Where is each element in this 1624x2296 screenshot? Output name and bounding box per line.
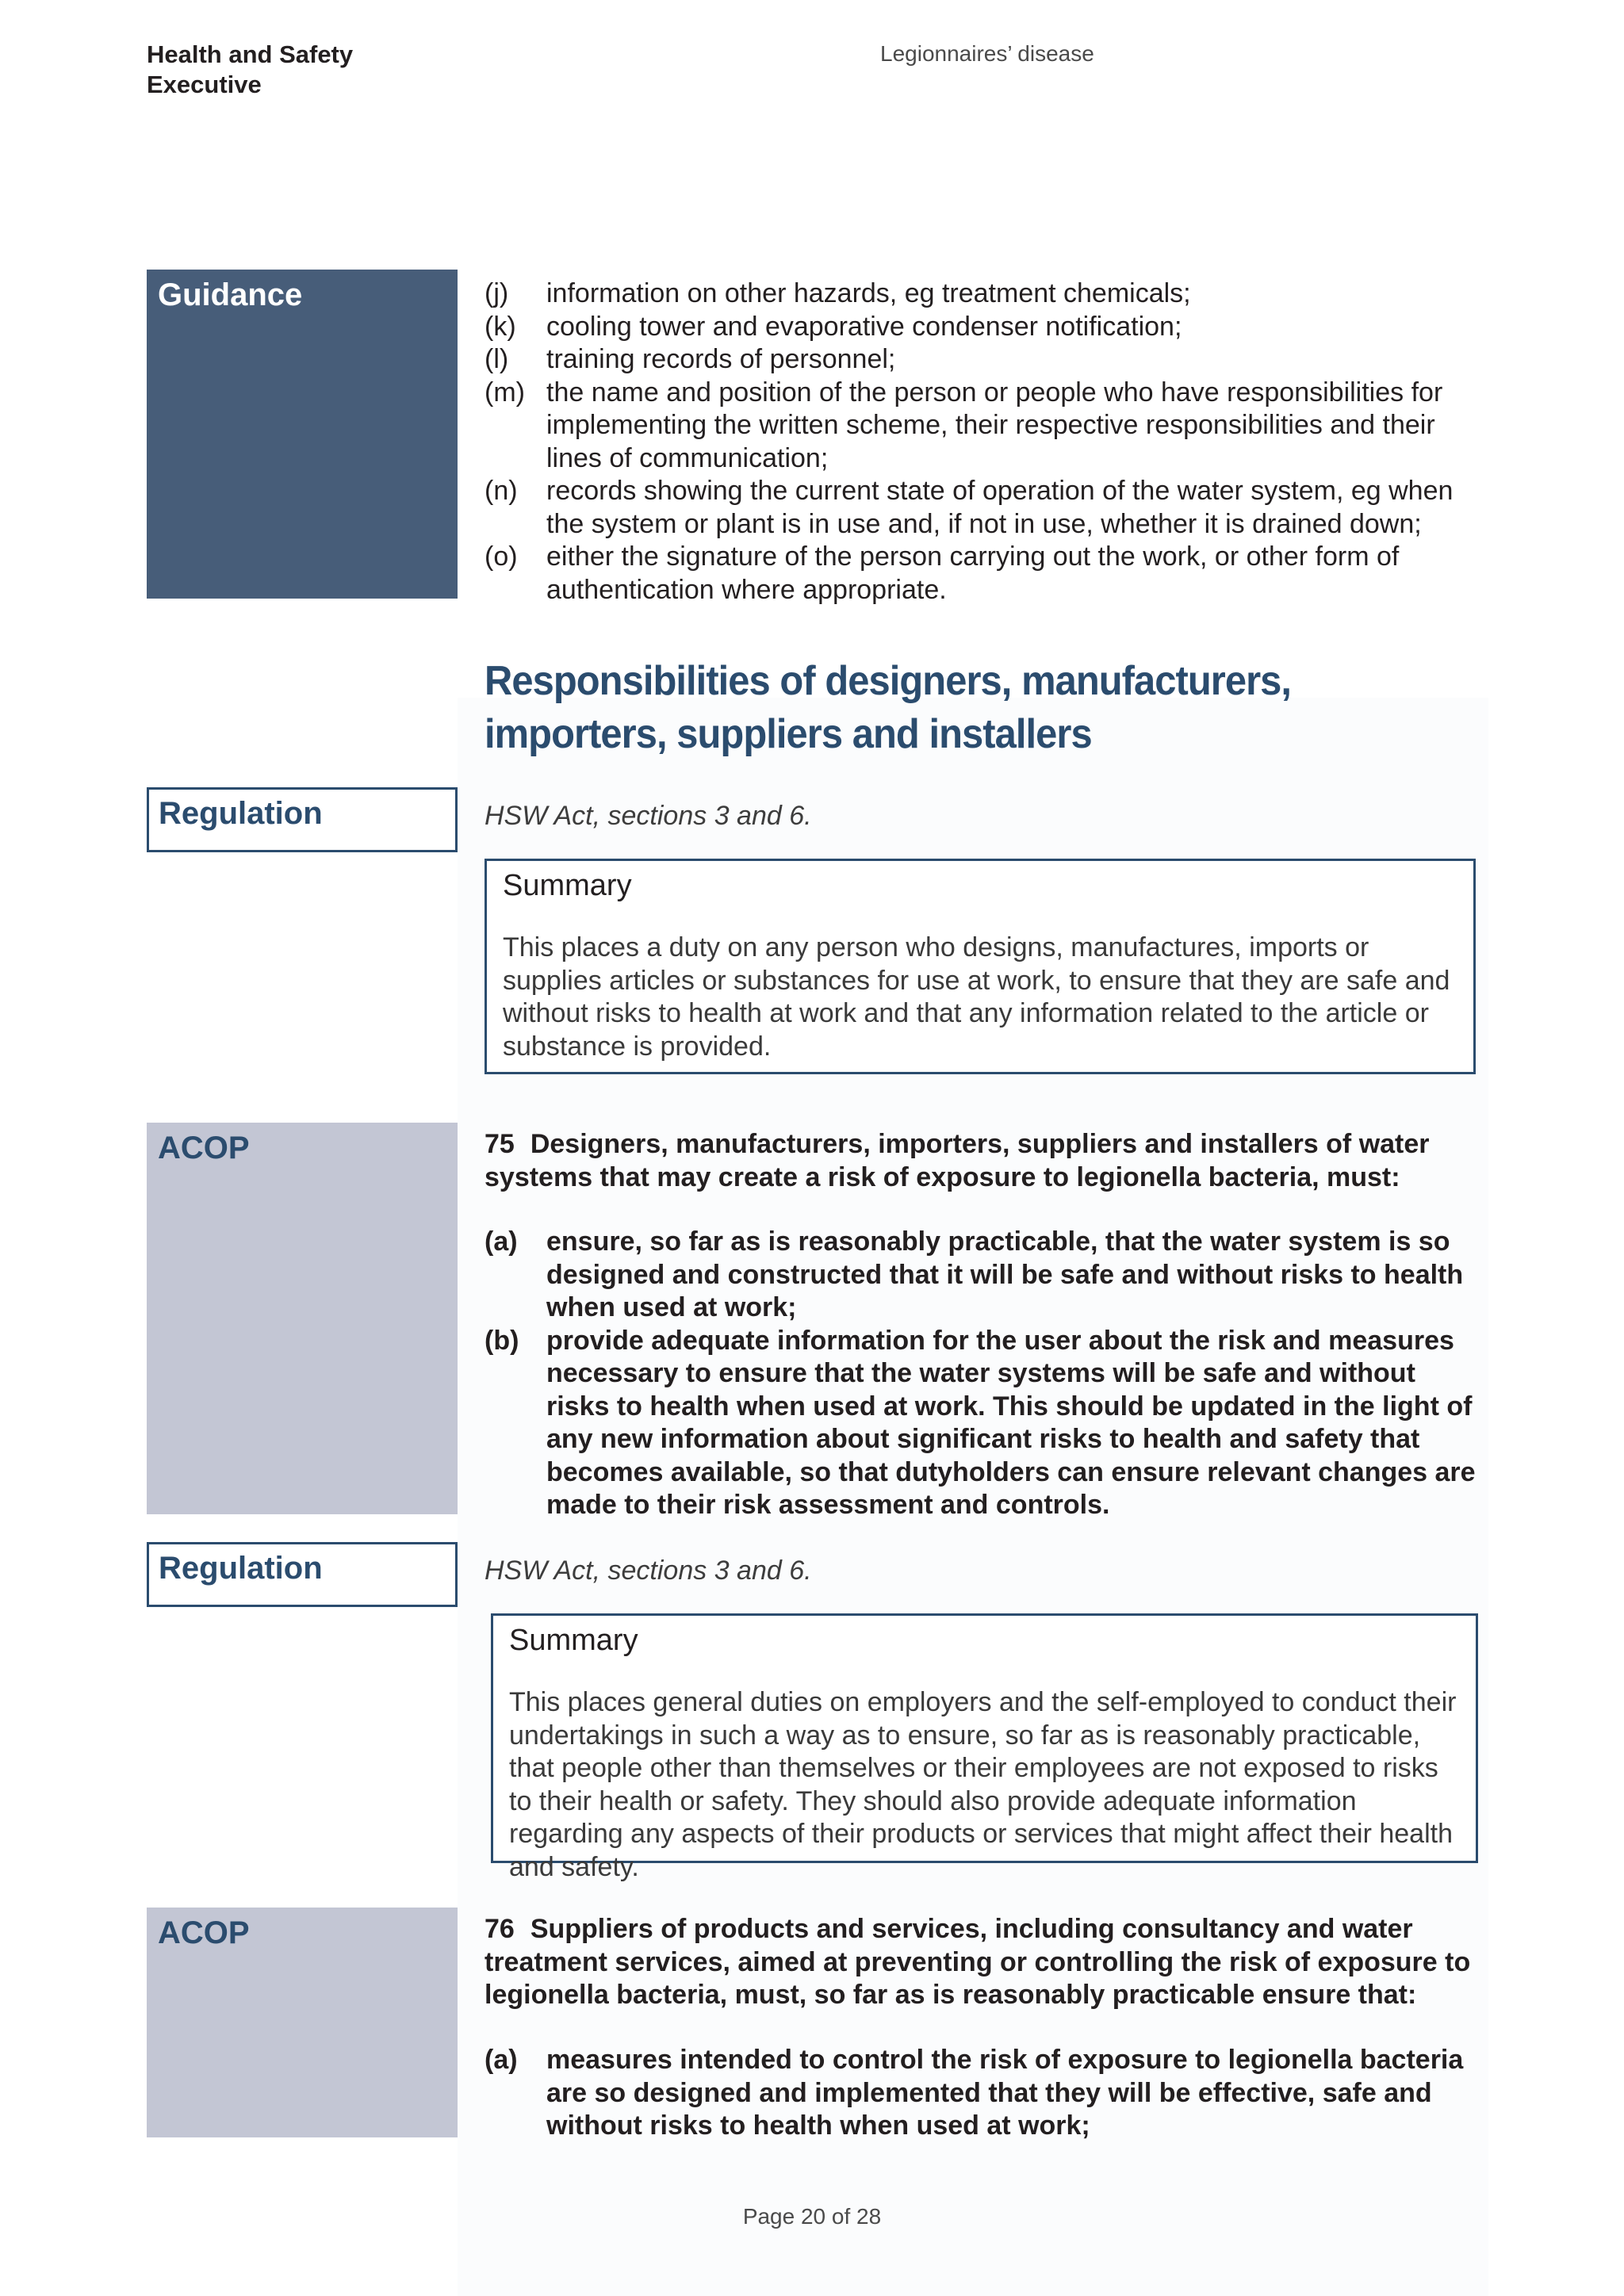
page-number: Page 20 of 28 xyxy=(742,2204,882,2229)
guidance-list xyxy=(485,277,1484,607)
paragraph-text: Designers, manufacturers, importers, suppliers and installers of water systems that may create a risk of exposure to legionella bacteria, must: xyxy=(485,1129,1430,1192)
acop-paragraph-76 xyxy=(485,1913,1476,2012)
list-item-label: (m) xyxy=(485,377,525,408)
summary-title: Summary xyxy=(509,1624,638,1657)
list-item xyxy=(485,277,1484,311)
list-item-label: (b) xyxy=(485,1325,519,1356)
organisation-name xyxy=(147,40,353,100)
guidance-label xyxy=(147,270,458,599)
list-item-label: (k) xyxy=(485,311,516,342)
acop-label-text: ACOP xyxy=(158,1131,250,1165)
list-item-label: (n) xyxy=(485,476,518,506)
regulation-reference-2: HSW Act, sections 3 and 6. xyxy=(485,1556,812,1586)
paragraph-number: 75 xyxy=(485,1129,515,1159)
list-item-text: information on other hazards, eg treatment chemicals; xyxy=(546,278,1191,308)
acop-76-list xyxy=(485,2044,1484,2143)
list-item xyxy=(485,2044,1484,2143)
list-item-text: provide adequate information for the user about the risk and measures necessary to ensure that the water systems will be safe and without risks to health when used at work. This should be updated in the light of any new information about significant risks to health and safety that becomes available, so that dutyholders can ensure relevant changes are made to their risk assessment and controls. xyxy=(546,1325,1476,1520)
list-item xyxy=(485,311,1484,344)
summary-text: This places a duty on any person who designs, manufactures, imports or supplies articles or substances for use at work, to ensure that they are safe and without risks to health at work and that any information related to the article or substance is provided. xyxy=(503,932,1450,1062)
acop-intro xyxy=(485,1913,1476,2012)
acop-75-list xyxy=(485,1226,1484,1522)
list-item-text: training records of personnel; xyxy=(546,344,896,374)
list-item-label: (o) xyxy=(485,541,518,572)
list-item xyxy=(485,1325,1484,1522)
acop-label-2 xyxy=(147,1908,458,2137)
regulation-label-text: Regulation xyxy=(159,1551,323,1586)
list-item-label: (a) xyxy=(485,1226,518,1257)
list-item-text: ensure, so far as is reasonably practicable, that the water system is so designed and constructed that it will be safe and without risks to health when used at work; xyxy=(546,1226,1464,1322)
list-item-text: either the signature of the person carrying out the work, or other form of authentication where appropriate. xyxy=(546,541,1400,605)
list-item xyxy=(485,1226,1484,1325)
list-item xyxy=(485,475,1484,541)
organisation-name-line1: Health and Safety xyxy=(147,40,354,68)
list-item-label: (a) xyxy=(485,2045,518,2075)
regulation-label-text: Regulation xyxy=(159,796,323,831)
document-title: Legionnaires’ disease xyxy=(880,41,1094,66)
regulation-label-1 xyxy=(147,787,458,852)
summary-text: This places general duties on employers and the self-employed to conduct their undertakings in such a way as to ensure, so far as is reasonably practicable, that people other than themselves or their employees are not exposed to risks to their health or safety. They should also provide adequate information regarding any aspects of their products or services that might affect their health and safety. xyxy=(509,1687,1457,1882)
summary-box-1 xyxy=(485,859,1476,1074)
acop-label-text: ACOP xyxy=(158,1915,250,1950)
paragraph-number: 76 xyxy=(485,1914,515,1944)
regulation-label-2 xyxy=(147,1542,458,1607)
acop-paragraph-75 xyxy=(485,1128,1476,1194)
guidance-label-text: Guidance xyxy=(158,277,303,312)
list-item xyxy=(485,377,1484,476)
section-heading: Responsibilities of designers, manufacturers, importers, suppliers and installers xyxy=(485,658,1292,757)
organisation-name-line2: Executive xyxy=(147,71,262,98)
list-item xyxy=(485,343,1484,377)
list-item-text: measures intended to control the risk of exposure to legionella bacteria are so designed and implemented that they will be effective, safe and without risks to health when used at work; xyxy=(546,2045,1464,2141)
list-item-text: cooling tower and evaporative condenser notification; xyxy=(546,311,1182,342)
list-item-text: the name and position of the person or people who have responsibilities for implementing the written scheme, their respective responsibilities and their lines of communication; xyxy=(546,377,1443,473)
acop-label-1 xyxy=(147,1123,458,1514)
list-item-label: (j) xyxy=(485,278,509,308)
list-item xyxy=(485,541,1484,607)
paragraph-text: Suppliers of products and services, including consultancy and water treatment services, aimed at preventing or controlling the risk of exposure to legionella bacteria, must, so far as is reasonably practicable ensure that: xyxy=(485,1914,1471,2010)
list-item-label: (l) xyxy=(485,344,509,374)
summary-title: Summary xyxy=(503,869,632,902)
acop-intro xyxy=(485,1128,1476,1194)
list-item-text: records showing the current state of operation of the water system, eg when the system or plant is in use and, if not in use, whether it is drained down; xyxy=(546,476,1454,539)
regulation-reference-1: HSW Act, sections 3 and 6. xyxy=(485,801,812,831)
summary-box-2 xyxy=(491,1613,1478,1882)
